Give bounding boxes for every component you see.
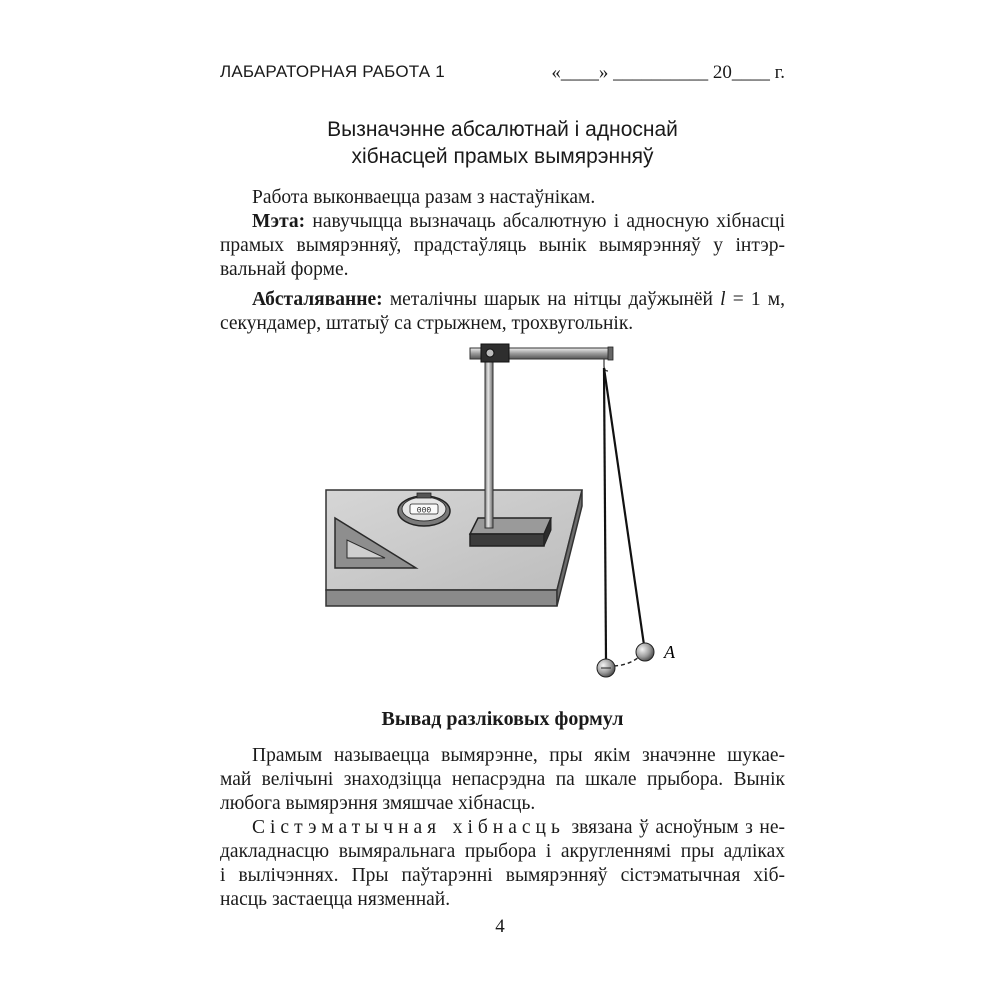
formulas-section [220, 744, 785, 912]
stand-base [470, 518, 551, 546]
point-a-label: A [664, 642, 675, 662]
bar-end-cap [608, 347, 613, 360]
date-line: «____» __________ 20____ г. [551, 62, 785, 83]
p2-line-3: і вылічэннях. Пры паўтарэнні вымярэнняў сістэматычная хіб- [220, 865, 785, 886]
goal-text-1: навучыцца вызначаць абсалютную і адносную хібнасці [312, 211, 785, 232]
ball-deflected [636, 643, 654, 661]
p2-line-4: насць застаецца нязменнай. [220, 889, 451, 910]
equip-line-2: секундамер, штатыў са стрыжнем, трохвугольнік. [220, 313, 634, 334]
systematic-error-term: Сістэматычная хібнасць [252, 817, 565, 838]
page-number: 4 [495, 916, 505, 937]
clamp-screw-icon [486, 349, 494, 357]
lab-title: ЛАБАРАТОРНАЯ РАБОТА 1 [220, 62, 445, 81]
equip-variable: l [720, 289, 726, 310]
goal-line-2: прамых вымярэнняў, прадстаўляць вынік вымярэнняў у інтэр- [220, 235, 785, 256]
intro-text: Работа выконваецца разам з настаўнікам. [252, 187, 596, 208]
goal-label: Мэта: [252, 211, 306, 232]
stand-rod [485, 352, 493, 528]
stand-base-front [470, 534, 544, 546]
equip-text-2: = 1 м, [732, 289, 786, 310]
pendulum-thread-deflected [604, 368, 644, 645]
p2-line-1 [220, 816, 785, 840]
goal-line-3: вальнай форме. [220, 259, 349, 280]
p1-line-3: любога вымярэння змяшчае хібнасць. [220, 793, 536, 814]
p1-line-1: Прамым называецца вымярэнне, пры якім значэнне шукае- [252, 745, 785, 766]
p1-line-2: май велічыні знаходзіцца непасрэдна па шкале прыбора. Вынік [220, 769, 785, 790]
stopwatch-display-text: 000 [416, 506, 432, 516]
direct-measurement-paragraph [220, 744, 785, 816]
section-heading: Вывад разліковых формул [381, 708, 624, 730]
equip-label: Абсталяванне: [252, 289, 383, 310]
p2-line-1-text: звязана ў асноўным з не- [571, 817, 785, 838]
equip-text-1: металічны шарык на нітцы даўжынёй [389, 289, 713, 310]
systematic-error-paragraph [220, 816, 785, 912]
p2-line-2: дакладнасцю вымяральнага прыбора і акругленнямі пры адліках [220, 841, 785, 862]
pendulum-thread-rest [604, 368, 606, 660]
stand-base-top [470, 518, 551, 534]
title-line-1: Вызначэнне абсалютнай і адноснай [327, 118, 678, 141]
clamp [481, 344, 509, 362]
title-line-2: хібнасцей прамых вымярэнняў [351, 145, 654, 168]
swing-arc [614, 656, 640, 666]
table-front-edge [326, 590, 557, 606]
stopwatch-button [417, 493, 431, 498]
